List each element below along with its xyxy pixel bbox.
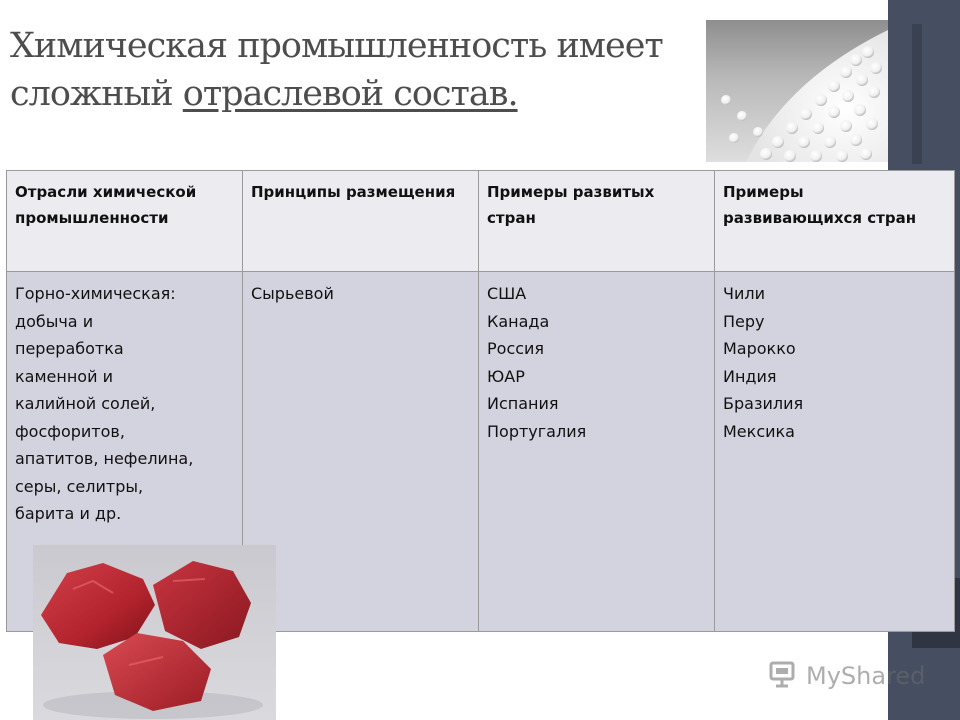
title-line-2	[10, 70, 700, 118]
industry-line: барита и др.	[15, 504, 122, 523]
industry-line: серы, селитры,	[15, 476, 144, 496]
title-line-1: Химическая промышленность имеет	[10, 26, 663, 66]
industry-line: Горно-химическая:	[15, 284, 176, 303]
title-underlined-text: отраслевой состав.	[182, 74, 518, 114]
industry-line: фосфоритов,	[15, 421, 125, 441]
principle-text: Сырьевой	[251, 284, 334, 303]
industry-line: добыча и	[15, 311, 94, 331]
decorative-side-accent	[912, 24, 922, 164]
industry-line: апатитов, нефелина,	[15, 449, 194, 468]
cell-developed	[479, 272, 715, 632]
watermark-text: MyShared	[806, 662, 926, 690]
developing-country: Марокко	[723, 339, 796, 358]
developed-country: Испания	[487, 394, 559, 413]
developed-country: ЮАР	[487, 366, 525, 386]
table-header-row	[7, 171, 955, 272]
developing-country: Перу	[723, 311, 765, 331]
developed-country: Португалия	[487, 421, 587, 441]
header-industry: Отрасли химической промышленности	[7, 171, 243, 272]
title-line-2-prefix: сложный	[10, 74, 183, 114]
developed-country: Россия	[487, 339, 545, 358]
white-pellets-photo	[706, 20, 888, 162]
slide-title	[10, 22, 700, 118]
watermark	[768, 656, 925, 696]
developing-country: Чили	[723, 284, 765, 303]
developed-country: Канада	[487, 311, 550, 331]
developed-country: США	[487, 284, 527, 303]
cell-principle	[243, 272, 479, 632]
developing-country: Индия	[723, 366, 777, 386]
cell-developing	[715, 272, 955, 632]
developing-country: Бразилия	[723, 394, 804, 413]
header-developing: Примеры развивающихся стран	[715, 171, 955, 272]
presentation-screen-icon	[768, 658, 800, 694]
header-principle: Принципы размещения	[243, 171, 479, 272]
developing-country: Мексика	[723, 421, 795, 441]
red-mineral-rocks-photo	[33, 545, 276, 720]
industry-line: каменной и	[15, 366, 113, 386]
industry-line: калийной солей,	[15, 394, 156, 413]
header-developed: Примеры развитых стран	[479, 171, 715, 272]
industry-line: переработка	[15, 339, 124, 358]
